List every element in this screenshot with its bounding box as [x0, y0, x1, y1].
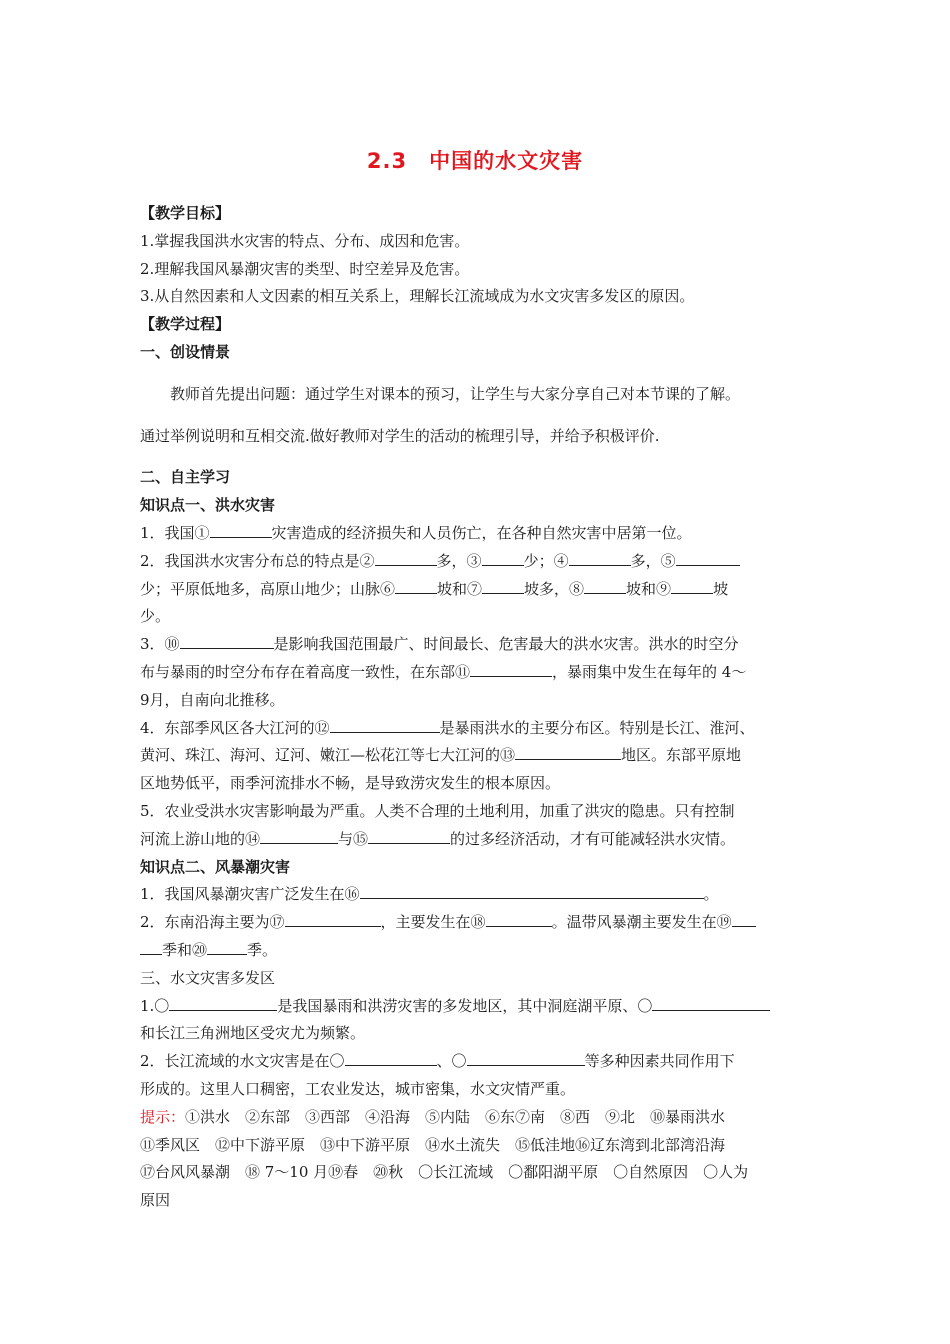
text: 灾害造成的经济损失和人员伤亡，在各种自然灾害中居第一位。	[271, 523, 692, 542]
section-heading-process: 【教学过程】	[140, 315, 231, 334]
text: 1.〇	[140, 996, 170, 1015]
objective-item: 2.理解我国风暴潮灾害的类型、时空差异及危害。	[140, 259, 470, 278]
fill-blank[interactable]	[345, 1050, 437, 1066]
fill-blank[interactable]	[470, 661, 552, 677]
hint-line-3: ⑰台风风暴潮 ⑱ 7～10 月⑲春 ⑳秋 〇长江流域 〇鄱阳湖平原 〇自然原因 〇人为	[140, 1163, 749, 1182]
kp1-question-3	[140, 631, 815, 659]
fill-blank[interactable]	[330, 717, 440, 733]
kp1-question-1	[140, 520, 815, 548]
part3-heading: 三、水文灾害多发区	[140, 968, 276, 987]
text: 多，⑤	[630, 551, 676, 570]
text: 地区。东部平原地	[621, 746, 742, 765]
fill-blank[interactable]	[368, 828, 450, 844]
text: 1．我国风暴潮灾害广泛发生在⑯	[140, 885, 360, 904]
fill-blank[interactable]	[169, 995, 277, 1011]
text: 与⑮	[338, 829, 369, 848]
fill-blank[interactable]	[180, 633, 274, 649]
fill-blank[interactable]	[569, 550, 631, 566]
objective-item: 3.从自然因素和人文因素的相互关系上，理解长江流域成为水文灾害多发区的原因。	[140, 287, 695, 306]
fill-blank[interactable]	[140, 939, 162, 955]
fill-blank[interactable]	[732, 911, 756, 927]
text: 2．东南沿海主要为⑰	[140, 913, 285, 932]
kp1-question-3-end: 9月，自南向北推移。	[140, 690, 285, 709]
part3-question-1	[140, 993, 815, 1021]
fill-blank[interactable]	[467, 1050, 585, 1066]
kp1-question-4	[140, 715, 815, 743]
text: 4．东部季风区各大江河的⑫	[140, 718, 330, 737]
fill-blank[interactable]	[210, 522, 272, 538]
text: 坡多，⑧	[524, 579, 585, 598]
document-body	[140, 200, 815, 1215]
part3-question-1-cont: 和长江三角洲地区受灾尤为频繁。	[140, 1024, 366, 1043]
fill-blank[interactable]	[671, 578, 713, 594]
text: 布与暴雨的时空分布存在着高度一致性，在东部⑪	[140, 662, 471, 681]
hint-text: ①洪水 ②东部 ③西部 ④沿海 ⑤内陆 ⑥东⑦南 ⑧西 ⑨北 ⑩暴雨洪水	[185, 1107, 726, 1126]
fill-blank[interactable]	[260, 828, 338, 844]
kp1-question-2-cont	[140, 576, 815, 604]
fill-blank[interactable]	[360, 883, 704, 899]
fill-blank[interactable]	[515, 744, 621, 760]
text: 少；平原低地多，高原山地少；山脉⑥	[140, 579, 396, 598]
text: 的过多经济活动，才有可能减轻洪水灾情。	[450, 829, 736, 848]
text: 3．⑩	[140, 635, 180, 654]
hint-line-2: ⑪季风区 ⑫中下游平原 ⑬中下游平原 ⑭水土流失 ⑮低洼地⑯辽东湾到北部湾沿海	[140, 1135, 726, 1154]
text: 坡和⑨	[626, 579, 672, 598]
fill-blank[interactable]	[486, 911, 552, 927]
text: 少；④	[523, 551, 569, 570]
hint-line-4: 原因	[140, 1191, 171, 1210]
kp1-question-2-end: 少。	[140, 607, 171, 626]
fill-blank[interactable]	[652, 995, 770, 1011]
kp1-question-2	[140, 548, 815, 576]
kp1-question-4-end: 区地势低平，雨季河流排水不畅，是导致涝灾发生的根本原因。	[140, 774, 561, 793]
kp2-heading: 知识点二、风暴潮灾害	[140, 857, 291, 876]
text: 是我国暴雨和洪涝灾害的多发地区，其中洞庭湖平原、〇	[277, 996, 653, 1015]
part1-paragraph: 通过举例说明和互相交流.做好教师对学生的活动的梳理引导，并给予积极评价.	[140, 426, 660, 445]
kp1-heading: 知识点一、洪水灾害	[140, 496, 276, 515]
fill-blank[interactable]	[375, 550, 437, 566]
kp2-question-1	[140, 881, 815, 909]
text: 黄河、珠江、海河、辽河、嫩江—松花江等七大江河的⑬	[140, 746, 516, 765]
part1-heading: 一、创设情景	[140, 342, 231, 361]
text: 是影响我国范围最广、时间最长、危害最大的洪水灾害。洪水的时空分	[273, 635, 739, 654]
text: 坡和⑦	[437, 579, 483, 598]
part2-heading: 二、自主学习	[140, 468, 231, 487]
text: 季和⑳	[162, 940, 208, 959]
objective-item: 1.掌握我国洪水灾害的特点、分布、成因和危害。	[140, 231, 470, 250]
fill-blank[interactable]	[207, 939, 247, 955]
fill-blank[interactable]	[482, 550, 524, 566]
text: 多，③	[436, 551, 482, 570]
text: 坡	[713, 579, 729, 598]
fill-blank[interactable]	[676, 550, 740, 566]
fill-blank[interactable]	[285, 911, 381, 927]
page-title: 2.3 中国的水文灾害	[366, 149, 584, 173]
kp1-question-5-cont	[140, 826, 815, 854]
hint-line-1	[140, 1104, 815, 1132]
part1-paragraph: 教师首先提出问题：通过学生对课本的预习，让学生与大家分享自己对本节课的了解。	[170, 384, 741, 403]
text: 季。	[247, 940, 278, 959]
section-heading-objectives: 【教学目标】	[140, 204, 231, 222]
text: 、〇	[436, 1052, 467, 1071]
part3-question-2-cont: 形成的。这里人口稠密，工农业发达，城市密集，水文灾情严重。	[140, 1079, 576, 1098]
text: 等多种因素共同作用下	[584, 1052, 735, 1071]
kp1-question-5: 5．农业受洪水灾害影响最为严重。人类不合理的土地利用，加重了洪灾的隐患。只有控制	[140, 801, 735, 820]
text: 2．我国洪水灾害分布总的特点是②	[140, 551, 375, 570]
text: ，主要发生在⑱	[380, 913, 486, 932]
kp2-question-2	[140, 909, 815, 937]
part3-question-2	[140, 1048, 815, 1076]
kp1-question-4-cont	[140, 742, 815, 770]
fill-blank[interactable]	[482, 578, 524, 594]
text: 是暴雨洪水的主要分布区。特别是长江、淮河、	[439, 718, 755, 737]
fill-blank[interactable]	[395, 578, 437, 594]
hint-label: 提示：	[140, 1107, 186, 1126]
text: ，暴雨集中发生在每年的 4～	[552, 662, 747, 681]
kp2-question-2-cont	[140, 937, 815, 965]
fill-blank[interactable]	[584, 578, 626, 594]
text: 1．我国①	[140, 523, 210, 542]
text: 2．长江流域的水文灾害是在〇	[140, 1052, 345, 1071]
text: 。温带风暴潮主要发生在⑲	[551, 913, 732, 932]
kp1-question-3-cont	[140, 659, 815, 687]
text: 。	[703, 885, 719, 904]
text: 河流上游山地的⑭	[140, 829, 261, 848]
